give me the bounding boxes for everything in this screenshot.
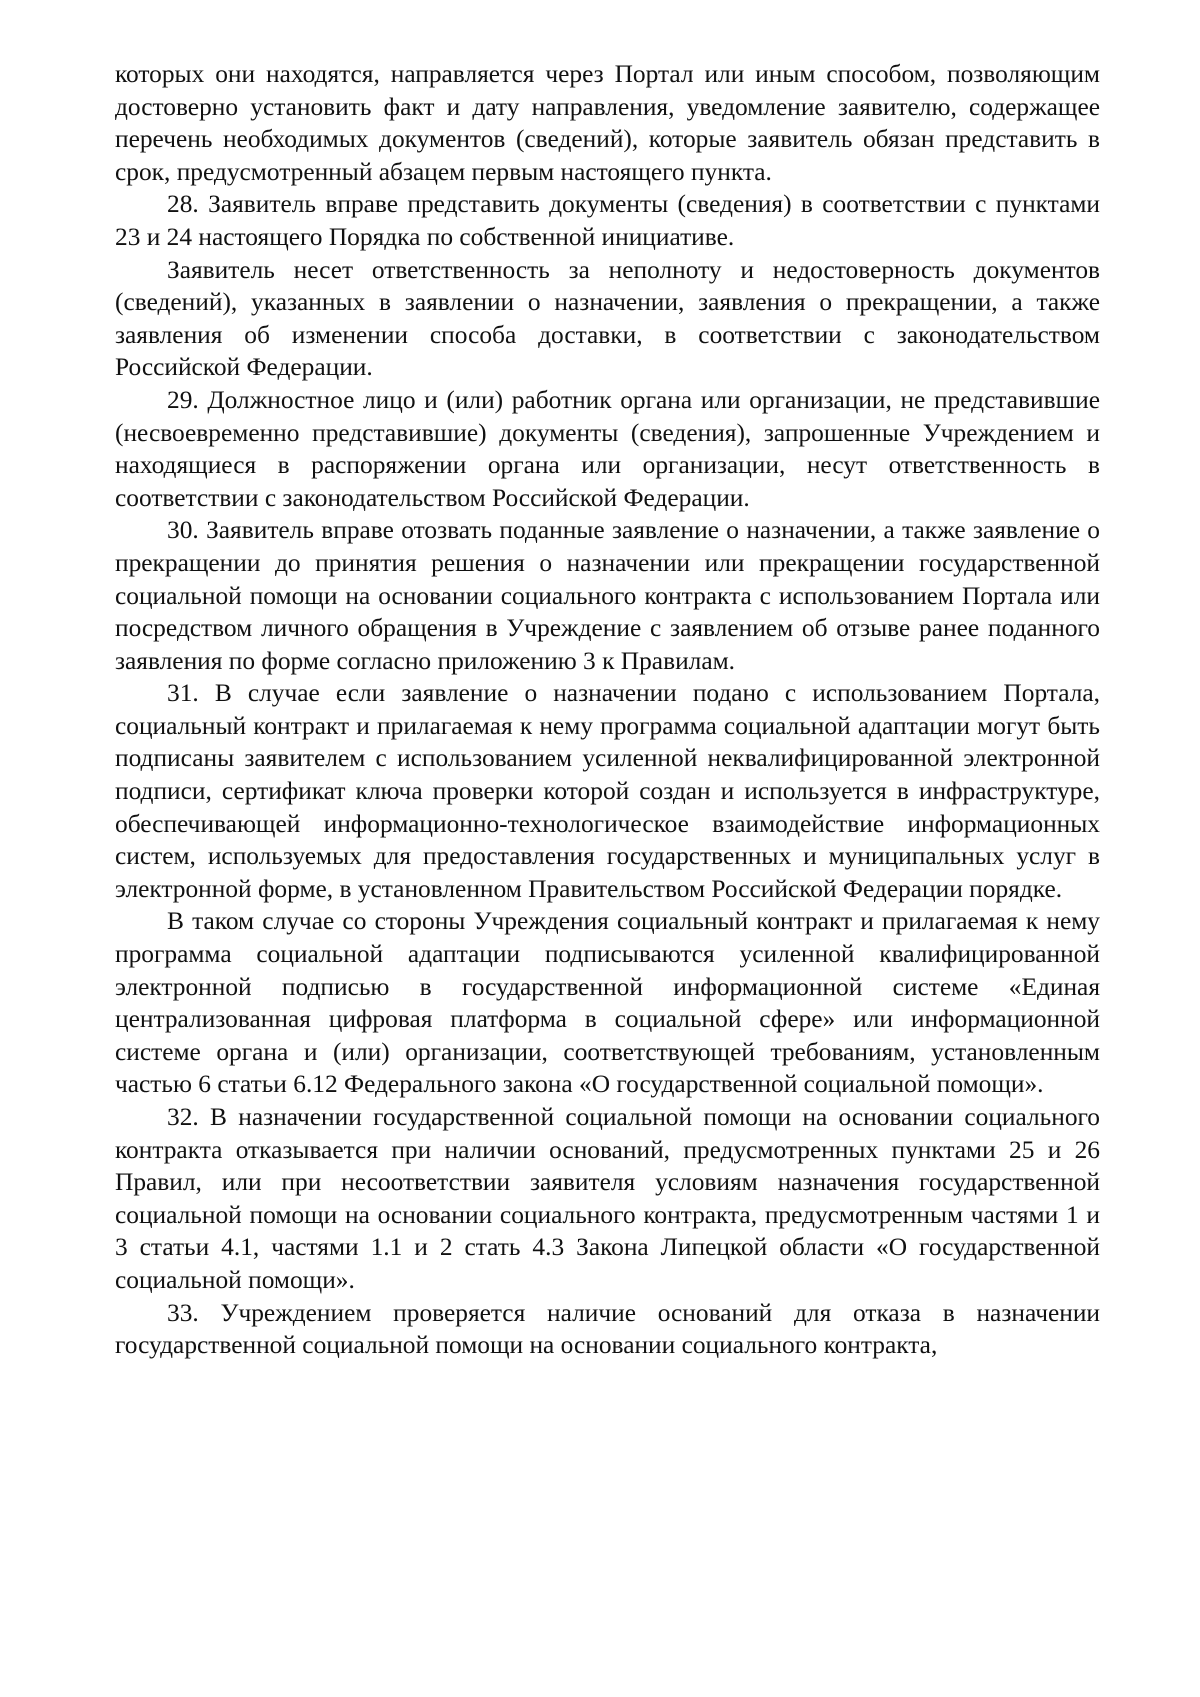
paragraph-item-32: 32. В назначении государственной социальной помощи на основании социального контракта отказывается при наличии оснований, предусмотренных пунктами 25 и 26 Правил, или при несоответствии заявителя условиям назначения государственной социальной помощи на основании социального контракта, предусмотренным частями 1 и 3 статьи 4.1, частями 1.1 и 2 стать 4.3 Закона Липецкой области «О государственной социальной помощи». [115, 1103, 1100, 1294]
paragraph-responsibility: Заявитель несет ответственность за неполноту и недостоверность документов (сведений), указанных в заявлении о назначении, заявления о прекращении, а также заявления об изменении способа доставки, в соответствии с законодательством Российской Федерации. [115, 255, 1100, 382]
paragraph-signature: В таком случае со стороны Учреждения социальный контракт и прилагаемая к нему программа социальной адаптации подписываются усиленной квалифицированной электронной подписью в государственной информационной системе «Единая централизованная цифровая платформа в социальной сфере» или информационной системе органа и (или) организации, соответствующей требованиям, установленным частью 6 статьи 6.12 Федерального закона «О государственной социальной помощи». [115, 907, 1100, 1099]
paragraph-item-30: 30. Заявитель вправе отозвать поданные заявление о назначении, а также заявление о прекращении до принятия решения о назначении или прекращении государственной социальной помощи на основании социального контракта с использованием Портала или посредством личного обращения в Учреждение с заявлением об отзыве ранее поданного заявления по форме согласно приложению 3 к Правилам. [115, 516, 1100, 675]
paragraph-item-33: 33. Учреждением проверяется наличие оснований для отказа в назначении государственной социальной помощи на основании социального контракта, [115, 1298, 1100, 1360]
paragraph-item-29: 29. Должностное лицо и (или) работник органа или организации, не представившие (несвоевременно представившие) документы (сведения), запрошенные Учреждением и находящиеся в распоряжении органа или организации, несут ответственность в соответствии с законодательством Российской Федерации. [115, 385, 1100, 512]
paragraph-item-31: 31. В случае если заявление о назначении подано с использованием Портала, социальный контракт и прилагаемая к нему программа социальной адаптации могут быть подписаны заявителем с использованием усиленной неквалифицированной электронной подписи, сертификат ключа проверки которой создан и используется в инфраструктуре, обеспечивающей информационно-технологическое взаимодействие информационных систем, используемых для предоставления государственных и муниципальных услуг в электронной форме, в установленном Правительством Российской Федерации порядке. [115, 679, 1100, 903]
document-body [115, 58, 1100, 1362]
paragraph-continuation: которых они находятся, направляется через Портал или иным способом, позволяющим достоверно установить факт и дату направления, уведомление заявителю, содержащее перечень необходимых документов (сведений), которые заявитель обязан представить в срок, предусмотренный абзацем первым настоящего пункта. [115, 60, 1100, 186]
paragraph-item-28: 28. Заявитель вправе представить документы (сведения) в соответствии с пунктами 23 и 24 настоящего Порядка по собственной инициативе. [115, 190, 1100, 251]
